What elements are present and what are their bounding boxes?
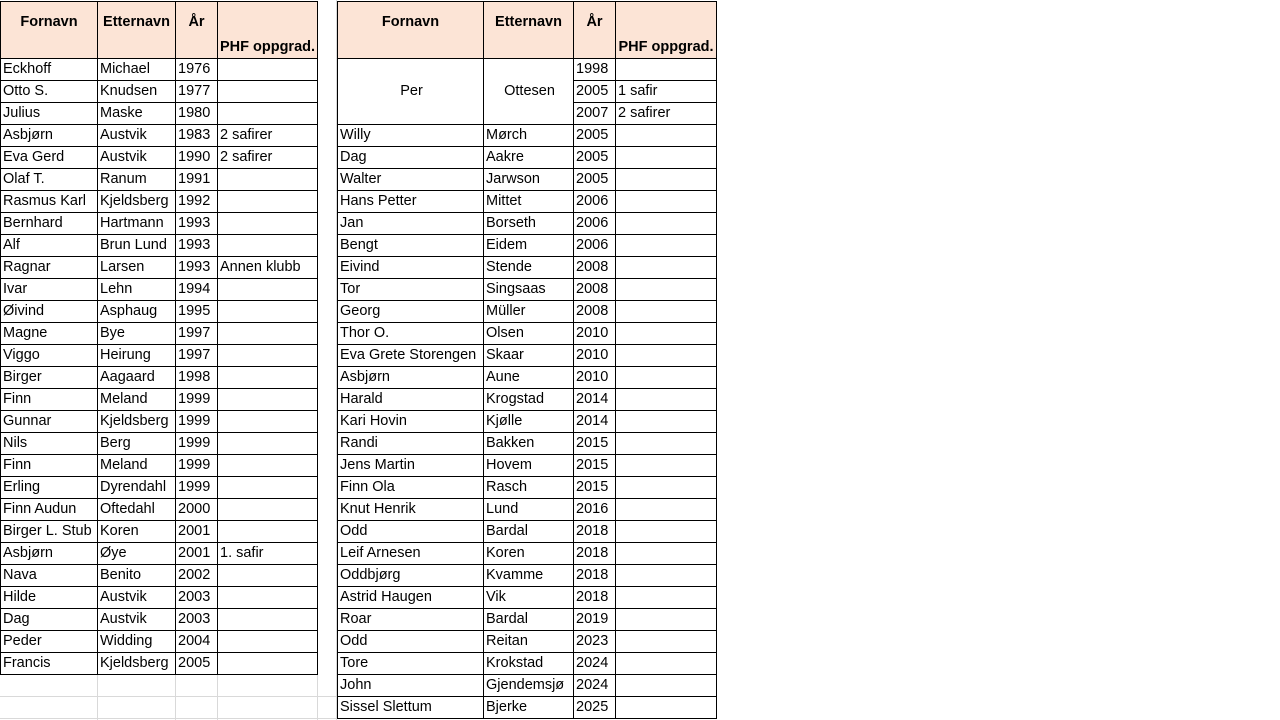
etternavn-cell[interactable]: Dyrendahl bbox=[98, 477, 176, 499]
aar-cell[interactable]: 1997 bbox=[176, 323, 218, 345]
table-row bbox=[1, 411, 318, 433]
table-row bbox=[338, 125, 717, 147]
table-row bbox=[338, 697, 717, 719]
aar-cell[interactable]: 1993 bbox=[176, 257, 218, 279]
aar-cell[interactable]: 2015 bbox=[574, 455, 616, 477]
phf-cell[interactable] bbox=[616, 345, 717, 367]
fornavn-cell[interactable]: Knut Henrik bbox=[338, 499, 484, 521]
table-row bbox=[338, 257, 717, 279]
etternavn-cell[interactable]: Bardal bbox=[484, 609, 574, 631]
fornavn-cell[interactable]: Finn bbox=[1, 389, 98, 411]
aar-cell[interactable]: 1999 bbox=[176, 411, 218, 433]
fornavn-cell[interactable]: Hilde bbox=[1, 587, 98, 609]
fornavn-cell[interactable]: Thor O. bbox=[338, 323, 484, 345]
aar-cell[interactable]: 2024 bbox=[574, 675, 616, 697]
etternavn-cell[interactable]: Aagaard bbox=[98, 367, 176, 389]
table-row bbox=[338, 301, 717, 323]
aar-cell[interactable]: 1998 bbox=[176, 367, 218, 389]
etternavn-cell[interactable]: Mørch bbox=[484, 125, 574, 147]
table-row bbox=[1, 631, 318, 653]
etternavn-cell[interactable]: Austvik bbox=[98, 609, 176, 631]
aar-cell[interactable]: 2008 bbox=[574, 301, 616, 323]
etternavn-cell[interactable]: Heirung bbox=[98, 345, 176, 367]
phf-cell[interactable] bbox=[616, 653, 717, 675]
fornavn-cell[interactable]: Alf bbox=[1, 235, 98, 257]
aar-cell[interactable]: 2005 bbox=[574, 169, 616, 191]
etternavn-cell[interactable]: Brun Lund bbox=[98, 235, 176, 257]
phf-cell[interactable]: 2 safirer bbox=[218, 147, 318, 169]
fornavn-cell[interactable]: Roar bbox=[338, 609, 484, 631]
table-row bbox=[338, 367, 717, 389]
table-row bbox=[1, 367, 318, 389]
table-row bbox=[338, 543, 717, 565]
etternavn-cell[interactable]: Aakre bbox=[484, 147, 574, 169]
table-row bbox=[338, 213, 717, 235]
table-row bbox=[1, 455, 318, 477]
table-row bbox=[338, 499, 717, 521]
phf-cell[interactable] bbox=[218, 455, 318, 477]
fornavn-cell[interactable]: Eivind bbox=[338, 257, 484, 279]
etternavn-cell[interactable]: Øye bbox=[98, 543, 176, 565]
aar-cell[interactable]: 1991 bbox=[176, 169, 218, 191]
etternavn-cell[interactable]: Olsen bbox=[484, 323, 574, 345]
fornavn-cell[interactable]: Eva Gerd bbox=[1, 147, 98, 169]
table-row bbox=[1, 191, 318, 213]
table-row bbox=[1, 81, 318, 103]
table-row bbox=[1, 147, 318, 169]
fornavn-cell[interactable]: Bernhard bbox=[1, 213, 98, 235]
table-row bbox=[338, 631, 717, 653]
aar-cell[interactable]: 2018 bbox=[574, 565, 616, 587]
etternavn-cell[interactable]: Singsaas bbox=[484, 279, 574, 301]
etternavn-cell[interactable]: Krokstad bbox=[484, 653, 574, 675]
fornavn-cell[interactable]: Peder bbox=[1, 631, 98, 653]
phf-cell[interactable] bbox=[218, 169, 318, 191]
aar-cell[interactable]: 2006 bbox=[574, 191, 616, 213]
aar-cell[interactable]: 2018 bbox=[574, 521, 616, 543]
etternavn-cell[interactable]: Berg bbox=[98, 433, 176, 455]
phf-cell[interactable] bbox=[616, 565, 717, 587]
table-row bbox=[1, 345, 318, 367]
etternavn-cell[interactable]: Bjerke bbox=[484, 697, 574, 719]
etternavn-cell[interactable]: Bakken bbox=[484, 433, 574, 455]
phf-cell[interactable]: Annen klubb bbox=[218, 257, 318, 279]
table-row bbox=[1, 213, 318, 235]
table-row bbox=[338, 433, 717, 455]
fornavn-cell[interactable]: Asbjørn bbox=[1, 125, 98, 147]
etternavn-cell[interactable]: Asphaug bbox=[98, 301, 176, 323]
etternavn-cell[interactable]: Kjeldsberg bbox=[98, 653, 176, 675]
etternavn-cell[interactable]: Krogstad bbox=[484, 389, 574, 411]
aar-cell[interactable]: 1999 bbox=[176, 389, 218, 411]
aar-cell[interactable]: 2010 bbox=[574, 345, 616, 367]
aar-cell[interactable]: 1990 bbox=[176, 147, 218, 169]
phf-cell[interactable] bbox=[616, 411, 717, 433]
phf-cell[interactable] bbox=[616, 257, 717, 279]
merged-etternavn-cell[interactable]: Ottesen bbox=[484, 59, 574, 125]
fornavn-cell[interactable]: Rasmus Karl bbox=[1, 191, 98, 213]
fornavn-cell[interactable]: Willy bbox=[338, 125, 484, 147]
table-row bbox=[1, 499, 318, 521]
phf-cell[interactable] bbox=[616, 477, 717, 499]
phf-cell[interactable] bbox=[218, 609, 318, 631]
table-row bbox=[1, 125, 318, 147]
table-row bbox=[338, 675, 717, 697]
aar-cell[interactable]: 1999 bbox=[176, 455, 218, 477]
aar-cell[interactable]: 2018 bbox=[574, 543, 616, 565]
table-row bbox=[1, 521, 318, 543]
fornavn-cell[interactable]: Magne bbox=[1, 323, 98, 345]
aar-cell[interactable]: 2024 bbox=[574, 653, 616, 675]
phf-cell[interactable] bbox=[218, 235, 318, 257]
header-etternavn: Etternavn bbox=[98, 2, 176, 59]
table-row bbox=[1, 653, 318, 675]
aar-cell[interactable]: 1993 bbox=[176, 213, 218, 235]
fornavn-cell[interactable]: Harald bbox=[338, 389, 484, 411]
phf-cell[interactable] bbox=[218, 213, 318, 235]
fornavn-cell[interactable]: Birger bbox=[1, 367, 98, 389]
aar-cell[interactable]: 2008 bbox=[574, 257, 616, 279]
table-row bbox=[1, 565, 318, 587]
phf-cell[interactable] bbox=[616, 521, 717, 543]
right-members-table bbox=[337, 1, 717, 719]
phf-cell[interactable] bbox=[616, 675, 717, 697]
phf-cell[interactable] bbox=[218, 499, 318, 521]
etternavn-cell[interactable]: Bardal bbox=[484, 521, 574, 543]
table-row bbox=[1, 543, 318, 565]
aar-cell[interactable]: 2016 bbox=[574, 499, 616, 521]
etternavn-cell[interactable]: Michael bbox=[98, 59, 176, 81]
phf-cell[interactable] bbox=[616, 587, 717, 609]
fornavn-cell[interactable]: Randi bbox=[338, 433, 484, 455]
aar-cell[interactable]: 1994 bbox=[176, 279, 218, 301]
phf-cell[interactable] bbox=[616, 213, 717, 235]
etternavn-cell[interactable]: Mittet bbox=[484, 191, 574, 213]
phf-cell[interactable] bbox=[218, 477, 318, 499]
etternavn-cell[interactable]: Widding bbox=[98, 631, 176, 653]
fornavn-cell[interactable]: Leif Arnesen bbox=[338, 543, 484, 565]
fornavn-cell[interactable]: Dag bbox=[1, 609, 98, 631]
etternavn-cell[interactable]: Meland bbox=[98, 455, 176, 477]
etternavn-cell[interactable]: Reitan bbox=[484, 631, 574, 653]
aar-cell[interactable]: 1976 bbox=[176, 59, 218, 81]
etternavn-cell[interactable]: Jarwson bbox=[484, 169, 574, 191]
aar-cell[interactable]: 1999 bbox=[176, 477, 218, 499]
phf-cell[interactable] bbox=[616, 191, 717, 213]
fornavn-cell[interactable]: Eckhoff bbox=[1, 59, 98, 81]
etternavn-cell[interactable]: Stende bbox=[484, 257, 574, 279]
fornavn-cell[interactable]: Ragnar bbox=[1, 257, 98, 279]
etternavn-cell[interactable]: Borseth bbox=[484, 213, 574, 235]
fornavn-cell[interactable]: Francis bbox=[1, 653, 98, 675]
phf-cell[interactable] bbox=[218, 59, 318, 81]
fornavn-cell[interactable]: Jan bbox=[338, 213, 484, 235]
table-row bbox=[338, 521, 717, 543]
aar-cell[interactable]: 2006 bbox=[574, 213, 616, 235]
etternavn-cell[interactable]: Austvik bbox=[98, 125, 176, 147]
aar-cell[interactable]: 2005 bbox=[574, 147, 616, 169]
table-row bbox=[338, 653, 717, 675]
fornavn-cell[interactable]: Walter bbox=[338, 169, 484, 191]
table-row bbox=[1, 609, 318, 631]
phf-cell[interactable] bbox=[218, 389, 318, 411]
fornavn-cell[interactable]: Finn Audun bbox=[1, 499, 98, 521]
phf-cell[interactable] bbox=[218, 367, 318, 389]
aar-cell[interactable]: 2010 bbox=[574, 323, 616, 345]
phf-cell[interactable] bbox=[616, 367, 717, 389]
fornavn-cell[interactable]: Viggo bbox=[1, 345, 98, 367]
phf-cell[interactable] bbox=[218, 191, 318, 213]
fornavn-cell[interactable]: Jens Martin bbox=[338, 455, 484, 477]
etternavn-cell[interactable]: Lehn bbox=[98, 279, 176, 301]
table-row bbox=[1, 169, 318, 191]
aar-cell[interactable]: 1993 bbox=[176, 235, 218, 257]
phf-cell[interactable] bbox=[218, 279, 318, 301]
fornavn-cell[interactable]: Georg bbox=[338, 301, 484, 323]
table-row bbox=[338, 477, 717, 499]
etternavn-cell[interactable]: Rasch bbox=[484, 477, 574, 499]
phf-cell[interactable] bbox=[218, 323, 318, 345]
etternavn-cell[interactable]: Kjeldsberg bbox=[98, 191, 176, 213]
phf-cell[interactable] bbox=[616, 433, 717, 455]
phf-cell[interactable] bbox=[218, 103, 318, 125]
fornavn-cell[interactable]: Asbjørn bbox=[338, 367, 484, 389]
etternavn-cell[interactable]: Vik bbox=[484, 587, 574, 609]
aar-cell[interactable]: 1992 bbox=[176, 191, 218, 213]
aar-cell[interactable]: 2014 bbox=[574, 389, 616, 411]
fornavn-cell[interactable]: Julius bbox=[1, 103, 98, 125]
etternavn-cell[interactable]: Kjeldsberg bbox=[98, 411, 176, 433]
etternavn-cell[interactable]: Koren bbox=[98, 521, 176, 543]
aar-cell[interactable]: 2003 bbox=[176, 609, 218, 631]
phf-cell[interactable] bbox=[218, 301, 318, 323]
table-row bbox=[338, 279, 717, 301]
aar-cell[interactable]: 2006 bbox=[574, 235, 616, 257]
aar-cell[interactable]: 2004 bbox=[176, 631, 218, 653]
table-row bbox=[1, 477, 318, 499]
aar-cell[interactable]: 1977 bbox=[176, 81, 218, 103]
etternavn-cell[interactable]: Koren bbox=[484, 543, 574, 565]
fornavn-cell[interactable]: Nava bbox=[1, 565, 98, 587]
aar-cell[interactable]: 2007 bbox=[574, 103, 616, 125]
phf-cell[interactable]: 1 safir bbox=[616, 81, 717, 103]
etternavn-cell[interactable]: Benito bbox=[98, 565, 176, 587]
phf-cell[interactable] bbox=[616, 147, 717, 169]
phf-cell[interactable] bbox=[616, 125, 717, 147]
phf-cell[interactable] bbox=[218, 411, 318, 433]
header-phf: PHF oppgrad. bbox=[616, 2, 717, 59]
header-aar: År bbox=[574, 2, 616, 59]
etternavn-cell[interactable]: Maske bbox=[98, 103, 176, 125]
aar-cell[interactable]: 2018 bbox=[574, 587, 616, 609]
aar-cell[interactable]: 1997 bbox=[176, 345, 218, 367]
phf-cell[interactable] bbox=[616, 697, 717, 719]
aar-cell[interactable]: 1995 bbox=[176, 301, 218, 323]
phf-cell[interactable] bbox=[218, 565, 318, 587]
table-row bbox=[1, 257, 318, 279]
table-row bbox=[338, 389, 717, 411]
aar-cell[interactable]: 2005 bbox=[574, 81, 616, 103]
merged-fornavn-cell[interactable]: Per bbox=[338, 59, 484, 125]
aar-cell[interactable]: 2005 bbox=[574, 125, 616, 147]
aar-cell[interactable]: 2025 bbox=[574, 697, 616, 719]
phf-cell[interactable] bbox=[616, 455, 717, 477]
aar-cell[interactable]: 2002 bbox=[176, 565, 218, 587]
fornavn-cell[interactable]: Bengt bbox=[338, 235, 484, 257]
phf-cell[interactable] bbox=[218, 653, 318, 675]
table-row bbox=[338, 169, 717, 191]
etternavn-cell[interactable]: Hartmann bbox=[98, 213, 176, 235]
etternavn-cell[interactable]: Kjølle bbox=[484, 411, 574, 433]
phf-cell[interactable]: 1. safir bbox=[218, 543, 318, 565]
etternavn-cell[interactable]: Ranum bbox=[98, 169, 176, 191]
aar-cell[interactable]: 2014 bbox=[574, 411, 616, 433]
table-row bbox=[1, 59, 318, 81]
etternavn-cell[interactable]: Oftedahl bbox=[98, 499, 176, 521]
table-row bbox=[1, 389, 318, 411]
etternavn-cell[interactable]: Skaar bbox=[484, 345, 574, 367]
fornavn-cell[interactable]: Sissel Slettum bbox=[338, 697, 484, 719]
phf-cell[interactable]: 2 safirer bbox=[616, 103, 717, 125]
aar-cell[interactable]: 1980 bbox=[176, 103, 218, 125]
fornavn-cell[interactable]: Finn bbox=[1, 455, 98, 477]
etternavn-cell[interactable]: Aune bbox=[484, 367, 574, 389]
phf-cell[interactable] bbox=[218, 587, 318, 609]
fornavn-cell[interactable]: Odd bbox=[338, 521, 484, 543]
table-row bbox=[338, 455, 717, 477]
etternavn-cell[interactable]: Larsen bbox=[98, 257, 176, 279]
fornavn-cell[interactable]: Gunnar bbox=[1, 411, 98, 433]
fornavn-cell[interactable]: Nils bbox=[1, 433, 98, 455]
table-row bbox=[338, 191, 717, 213]
aar-cell[interactable]: 2015 bbox=[574, 433, 616, 455]
fornavn-cell[interactable]: Finn Ola bbox=[338, 477, 484, 499]
table-row bbox=[338, 565, 717, 587]
table-row bbox=[1, 235, 318, 257]
table-row bbox=[338, 411, 717, 433]
fornavn-cell[interactable]: Erling bbox=[1, 477, 98, 499]
phf-cell[interactable] bbox=[616, 543, 717, 565]
phf-cell[interactable] bbox=[616, 59, 717, 81]
aar-cell[interactable]: 2015 bbox=[574, 477, 616, 499]
etternavn-cell[interactable]: Müller bbox=[484, 301, 574, 323]
table-row bbox=[1, 301, 318, 323]
aar-cell[interactable]: 1999 bbox=[176, 433, 218, 455]
etternavn-cell[interactable]: Knudsen bbox=[98, 81, 176, 103]
table-row bbox=[338, 147, 717, 169]
phf-cell[interactable] bbox=[616, 323, 717, 345]
aar-cell[interactable]: 1998 bbox=[574, 59, 616, 81]
aar-cell[interactable]: 2010 bbox=[574, 367, 616, 389]
left-members-table bbox=[0, 1, 318, 675]
fornavn-cell[interactable]: Olaf T. bbox=[1, 169, 98, 191]
table-row bbox=[1, 103, 318, 125]
phf-cell[interactable] bbox=[616, 235, 717, 257]
aar-cell[interactable]: 2005 bbox=[176, 653, 218, 675]
aar-cell[interactable]: 2000 bbox=[176, 499, 218, 521]
header-phf: PHF oppgrad. bbox=[218, 2, 318, 59]
header-fornavn: Fornavn bbox=[338, 2, 484, 59]
etternavn-cell[interactable]: Austvik bbox=[98, 147, 176, 169]
fornavn-cell[interactable]: Dag bbox=[338, 147, 484, 169]
etternavn-cell[interactable]: Hovem bbox=[484, 455, 574, 477]
header-row bbox=[338, 2, 717, 59]
fornavn-cell[interactable]: Øivind bbox=[1, 301, 98, 323]
phf-cell[interactable] bbox=[218, 521, 318, 543]
table-row bbox=[1, 279, 318, 301]
fornavn-cell[interactable]: Otto S. bbox=[1, 81, 98, 103]
phf-cell[interactable] bbox=[616, 389, 717, 411]
phf-cell[interactable] bbox=[218, 345, 318, 367]
aar-cell[interactable]: 2019 bbox=[574, 609, 616, 631]
etternavn-cell[interactable]: Kvamme bbox=[484, 565, 574, 587]
aar-cell[interactable]: 2023 bbox=[574, 631, 616, 653]
etternavn-cell[interactable]: Eidem bbox=[484, 235, 574, 257]
phf-cell[interactable]: 2 safirer bbox=[218, 125, 318, 147]
phf-cell[interactable] bbox=[218, 631, 318, 653]
aar-cell[interactable]: 2001 bbox=[176, 543, 218, 565]
header-aar: År bbox=[176, 2, 218, 59]
fornavn-cell[interactable]: Asbjørn bbox=[1, 543, 98, 565]
header-etternavn: Etternavn bbox=[484, 2, 574, 59]
etternavn-cell[interactable]: Austvik bbox=[98, 587, 176, 609]
table-row bbox=[1, 323, 318, 345]
table-row bbox=[338, 609, 717, 631]
table-row bbox=[1, 433, 318, 455]
header-fornavn: Fornavn bbox=[1, 2, 98, 59]
etternavn-cell[interactable]: Bye bbox=[98, 323, 176, 345]
fornavn-cell[interactable]: Oddbjørg bbox=[338, 565, 484, 587]
fornavn-cell[interactable]: Astrid Haugen bbox=[338, 587, 484, 609]
table-row bbox=[338, 59, 717, 81]
etternavn-cell[interactable]: Meland bbox=[98, 389, 176, 411]
aar-cell[interactable]: 1983 bbox=[176, 125, 218, 147]
fornavn-cell[interactable]: Tor bbox=[338, 279, 484, 301]
aar-cell[interactable]: 2008 bbox=[574, 279, 616, 301]
aar-cell[interactable]: 2001 bbox=[176, 521, 218, 543]
aar-cell[interactable]: 2003 bbox=[176, 587, 218, 609]
fornavn-cell[interactable]: Hans Petter bbox=[338, 191, 484, 213]
header-row bbox=[1, 2, 318, 59]
phf-cell[interactable] bbox=[616, 301, 717, 323]
phf-cell[interactable] bbox=[218, 433, 318, 455]
etternavn-cell[interactable]: Gjendemsjø bbox=[484, 675, 574, 697]
phf-cell[interactable] bbox=[616, 631, 717, 653]
phf-cell[interactable] bbox=[616, 169, 717, 191]
table-row bbox=[338, 235, 717, 257]
phf-cell[interactable] bbox=[616, 609, 717, 631]
phf-cell[interactable] bbox=[616, 499, 717, 521]
etternavn-cell[interactable]: Lund bbox=[484, 499, 574, 521]
table-row bbox=[1, 587, 318, 609]
fornavn-cell[interactable]: John bbox=[338, 675, 484, 697]
fornavn-cell[interactable]: Kari Hovin bbox=[338, 411, 484, 433]
fornavn-cell[interactable]: Birger L. Stub bbox=[1, 521, 98, 543]
phf-cell[interactable] bbox=[218, 81, 318, 103]
table-row bbox=[338, 345, 717, 367]
phf-cell[interactable] bbox=[616, 279, 717, 301]
fornavn-cell[interactable]: Odd bbox=[338, 631, 484, 653]
fornavn-cell[interactable]: Eva Grete Storengen bbox=[338, 345, 484, 367]
fornavn-cell[interactable]: Tore bbox=[338, 653, 484, 675]
fornavn-cell[interactable]: Ivar bbox=[1, 279, 98, 301]
table-row bbox=[338, 587, 717, 609]
table-row bbox=[338, 323, 717, 345]
